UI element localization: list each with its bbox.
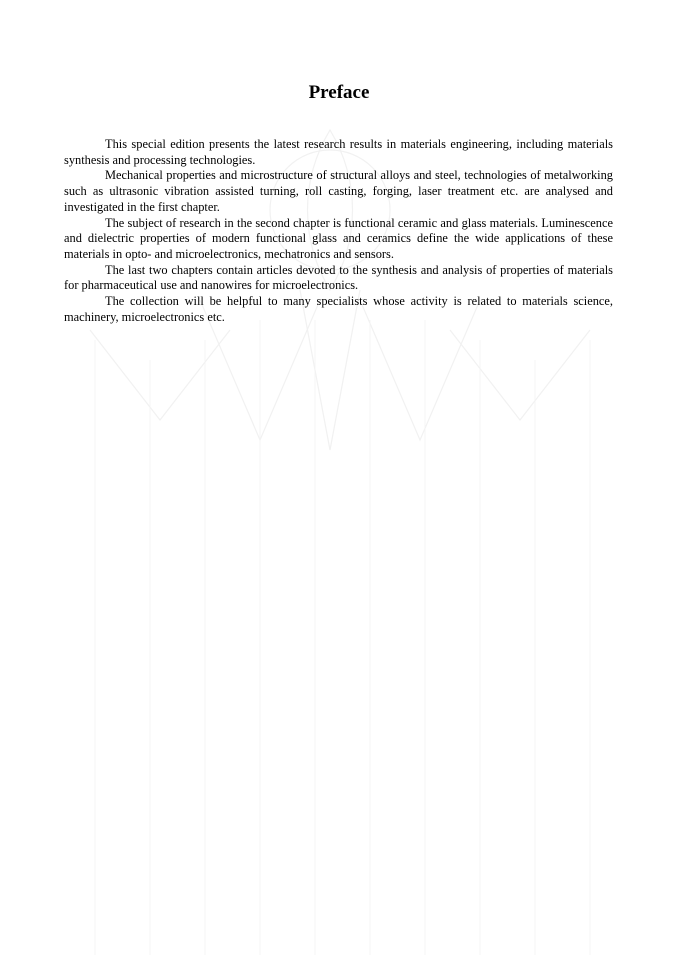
- preface-body: [64, 137, 613, 325]
- paragraph-5: The collection will be helpful to many specialists whose activity is related to materials science, machinery, microelectronics etc.: [64, 294, 613, 324]
- page-title: Preface: [308, 82, 370, 103]
- paragraph-1: This special edition presents the latest research results in materials engineering, including materials synthesis and processing technologies.: [64, 137, 613, 167]
- paragraph-3: The subject of research in the second chapter is functional ceramic and glass materials. Luminescence and dielectric properties of modern functional glass and ceramics define the wide applications of these materials in opto- and microelectronics, mechatronics and sensors.: [64, 215, 613, 261]
- paragraph-4: The last two chapters contain articles devoted to the synthesis and analysis of properties of materials for pharmaceutical use and nanowires for microelectronics.: [64, 262, 613, 293]
- paragraph-2: Mechanical properties and microstructure of structural alloys and steel, technologies of metalworking such as ultrasonic vibration assisted turning, roll casting, forging, laser treatment etc. are analysed and investigated in the first chapter.: [64, 168, 613, 214]
